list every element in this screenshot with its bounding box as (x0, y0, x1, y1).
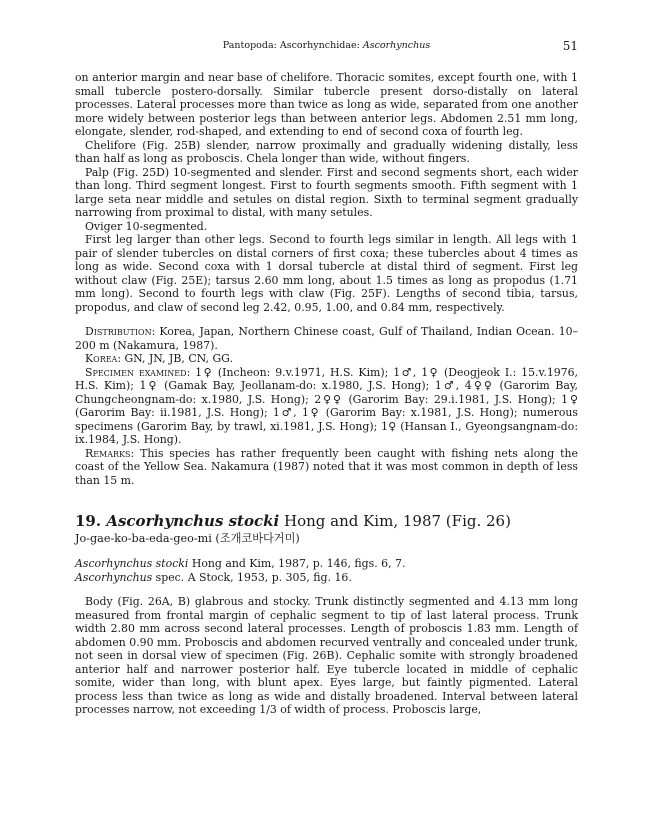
specimen-label: Specimen examined (85, 365, 187, 379)
paragraph-legs: First leg larger than other legs. Second to fourth legs similar in length. All legs with 1 pair of slender tubercles on distal corners of first coxa; these tubercles about 4 times as long as wide. Second coxa with 1 dorsal tubercle at distal third of segment. First leg without claw (Fig. 25E); tarsus 2.60 mm long, about 1.5 times as long as propodus (1.71 mm long). Second to fourth legs with claw (Fig. 25F). Lengths of second tibia, tarsus, propodus, and claw of second leg 2.42, 0.95, 1.00, and 0.84 mm, respectively. (75, 233, 578, 314)
specimen-paragraph: Specimen examined: 1♀ (Incheon: 9.v.1971, H.S. Kim); 1♂, 1♀ (Deogjeok I.: 15.v.1976, H.S. Kim); 1♀ (Gamak Bay, Jeollanam-do: x.1980, J.S. Hong); 1♂, 4♀♀ (Garorim Bay, Chungcheongnam-do: x.1980, J.S. Hong); 2♀♀ (Garorim Bay: 29.i.1981, J.S. Hong); 1♀ (Garorim Bay: ii.1981, J.S. Hong); 1♂, 1♀ (Garorim Bay: x.1981, J.S. Hong); numerous specimens (Garorim Bay, by trawl, xi.1981, J.S. Hong); 1♀ (Hansan I., Gyeongsangnam-do: ix.1984, J.S. Hong). (75, 365, 579, 446)
distribution-paragraph: Distribution: Korea, Japan, Northern Chinese coast, Gulf of Thailand, Indian Ocean. 10–200 m (Nakamura, 1987). (75, 325, 578, 352)
synonym-citation: spec. A Stock, 1953, p. 305, fig. 16. (152, 570, 352, 584)
running-head-genus: Ascorhynchus (362, 40, 431, 51)
species-number: 19. (75, 512, 102, 530)
korean-name: Jo-gae-ko-ba-eda-geo-mi (조개코바다거미) (75, 532, 300, 545)
page-number: 51 (562, 39, 578, 53)
species-name: Ascorhynchus stocki (106, 512, 280, 530)
species-heading (75, 511, 578, 531)
synonym-entry (75, 571, 578, 585)
remarks-label: Remarks (85, 446, 131, 460)
synonym-citation: Hong and Kim, 1987, p. 146, figs. 6, 7. (188, 557, 406, 570)
running-header (75, 40, 578, 56)
paragraph-palp: Palp (Fig. 25D) 10-segmented and slender. First and second segments short, each wider than long. Third segment longest. First to fourth segments smooth. Fifth segment with 1 large seta near middle and setules on distal region. Sixth to terminal segment gradually narrowing from proximal to distal, with many setules. (75, 165, 578, 219)
korea-label: Korea (85, 352, 118, 365)
distribution-text: Korea, Japan, Northern Chinese coast, Gulf of Thailand, Indian Ocean. 10–200 m (Nakamura, 1987). (75, 325, 578, 352)
distribution-label: Distribution (85, 325, 152, 338)
korea-paragraph: Korea: GN, JN, JB, CN, GG. (85, 352, 233, 365)
synonym-taxon: Ascorhynchus (75, 570, 153, 584)
body-text (75, 71, 578, 717)
paragraph-chelifore: Chelifore (Fig. 25B) slender, narrow proximally and gradually widening distally, less than half as long as proboscis. Chela longer than wide, without fingers. (75, 138, 578, 165)
paragraph-oviger: Oviger 10-segmented. (85, 219, 208, 233)
remarks-text: This species has rather frequently been caught with fishing nets along the coast of the Yellow Sea. Nakamura (1987) noted that it was most common in depth of less than 15 m. (75, 446, 578, 487)
species-authority: Hong and Kim, 1987 (Fig. 26) (279, 512, 511, 530)
synonym-entry (75, 557, 578, 571)
running-head: Pantopoda: Ascorhynchidae: Ascorhynchus (222, 40, 431, 51)
specimen-text: 1♀ (Incheon: 9.v.1971, H.S. Kim); 1♂, 1♀ (Deogjeok I.: 15.v.1976, H.S. Kim); 1♀ (Gamak Bay, Jeollanam-do: x.1980, J.S. Hong); 1♂, 4♀♀ (Garorim Bay, Chungcheongnam-do: x.1980, J.S. Hong); 2♀♀ (Garorim Bay: 29.i.1981, J.S. Hong); 1♀ (Garorim Bay: ii.1981, J.S. Hong); 1♂, 1♀ (Garorim Bay: x.1981, J.S. Hong); numerous specimens (Garorim Bay, by trawl, xi.1981, J.S. Hong); 1♀ (Hansan I., Gyeongsangnam-do: ix.1984, J.S. Hong). (75, 365, 579, 446)
synonym-taxon: Ascorhynchus stocki (75, 557, 189, 570)
korea-text: GN, JN, JB, CN, GG. (124, 352, 233, 365)
remarks-paragraph: Remarks: This species has rather frequently been caught with fishing nets along the coast of the Yellow Sea. Nakamura (1987) noted that it was most common in depth of less than 15 m. (75, 446, 578, 487)
paragraph-trunk-continued: on anterior margin and near base of chelifore. Thoracic somites, except fourth one, with 1 small tubercle postero-dorsally. Similar tubercle present dorso-distally on lateral processes. Lateral processes more than twice as long as wide, separated from one another more widely between posterior legs than between anterior legs. Abdomen 2.51 mm long, elongate, slender, rod-shaped, and extending to end of second coxa of fourth leg. (75, 71, 578, 138)
description-paragraph: Body (Fig. 26A, B) glabrous and stocky. Trunk distinctly segmented and 4.13 mm long measured from frontal margin of cephalic segment to tip of last lateral process. Trunk width 2.80 mm across second lateral processes. Length of proboscis 1.83 mm. Length of abdomen 0.90 mm. Proboscis and abdomen recurved ventrally and concealed under trunk, not seen in dorsal view of specimen (Fig. 26B). Cephalic somite with strongly broadened anterior half and narrower posterior half. Eye tubercle located in middle of cephalic somite, wider than long, with blunt apex. Eyes large, but faintly pigmented. Lateral process less than twice as long as wide and distally broadened. Interval between lateral processes narrow, not exceeding 1/3 of width of process. Proboscis large, (75, 595, 578, 716)
